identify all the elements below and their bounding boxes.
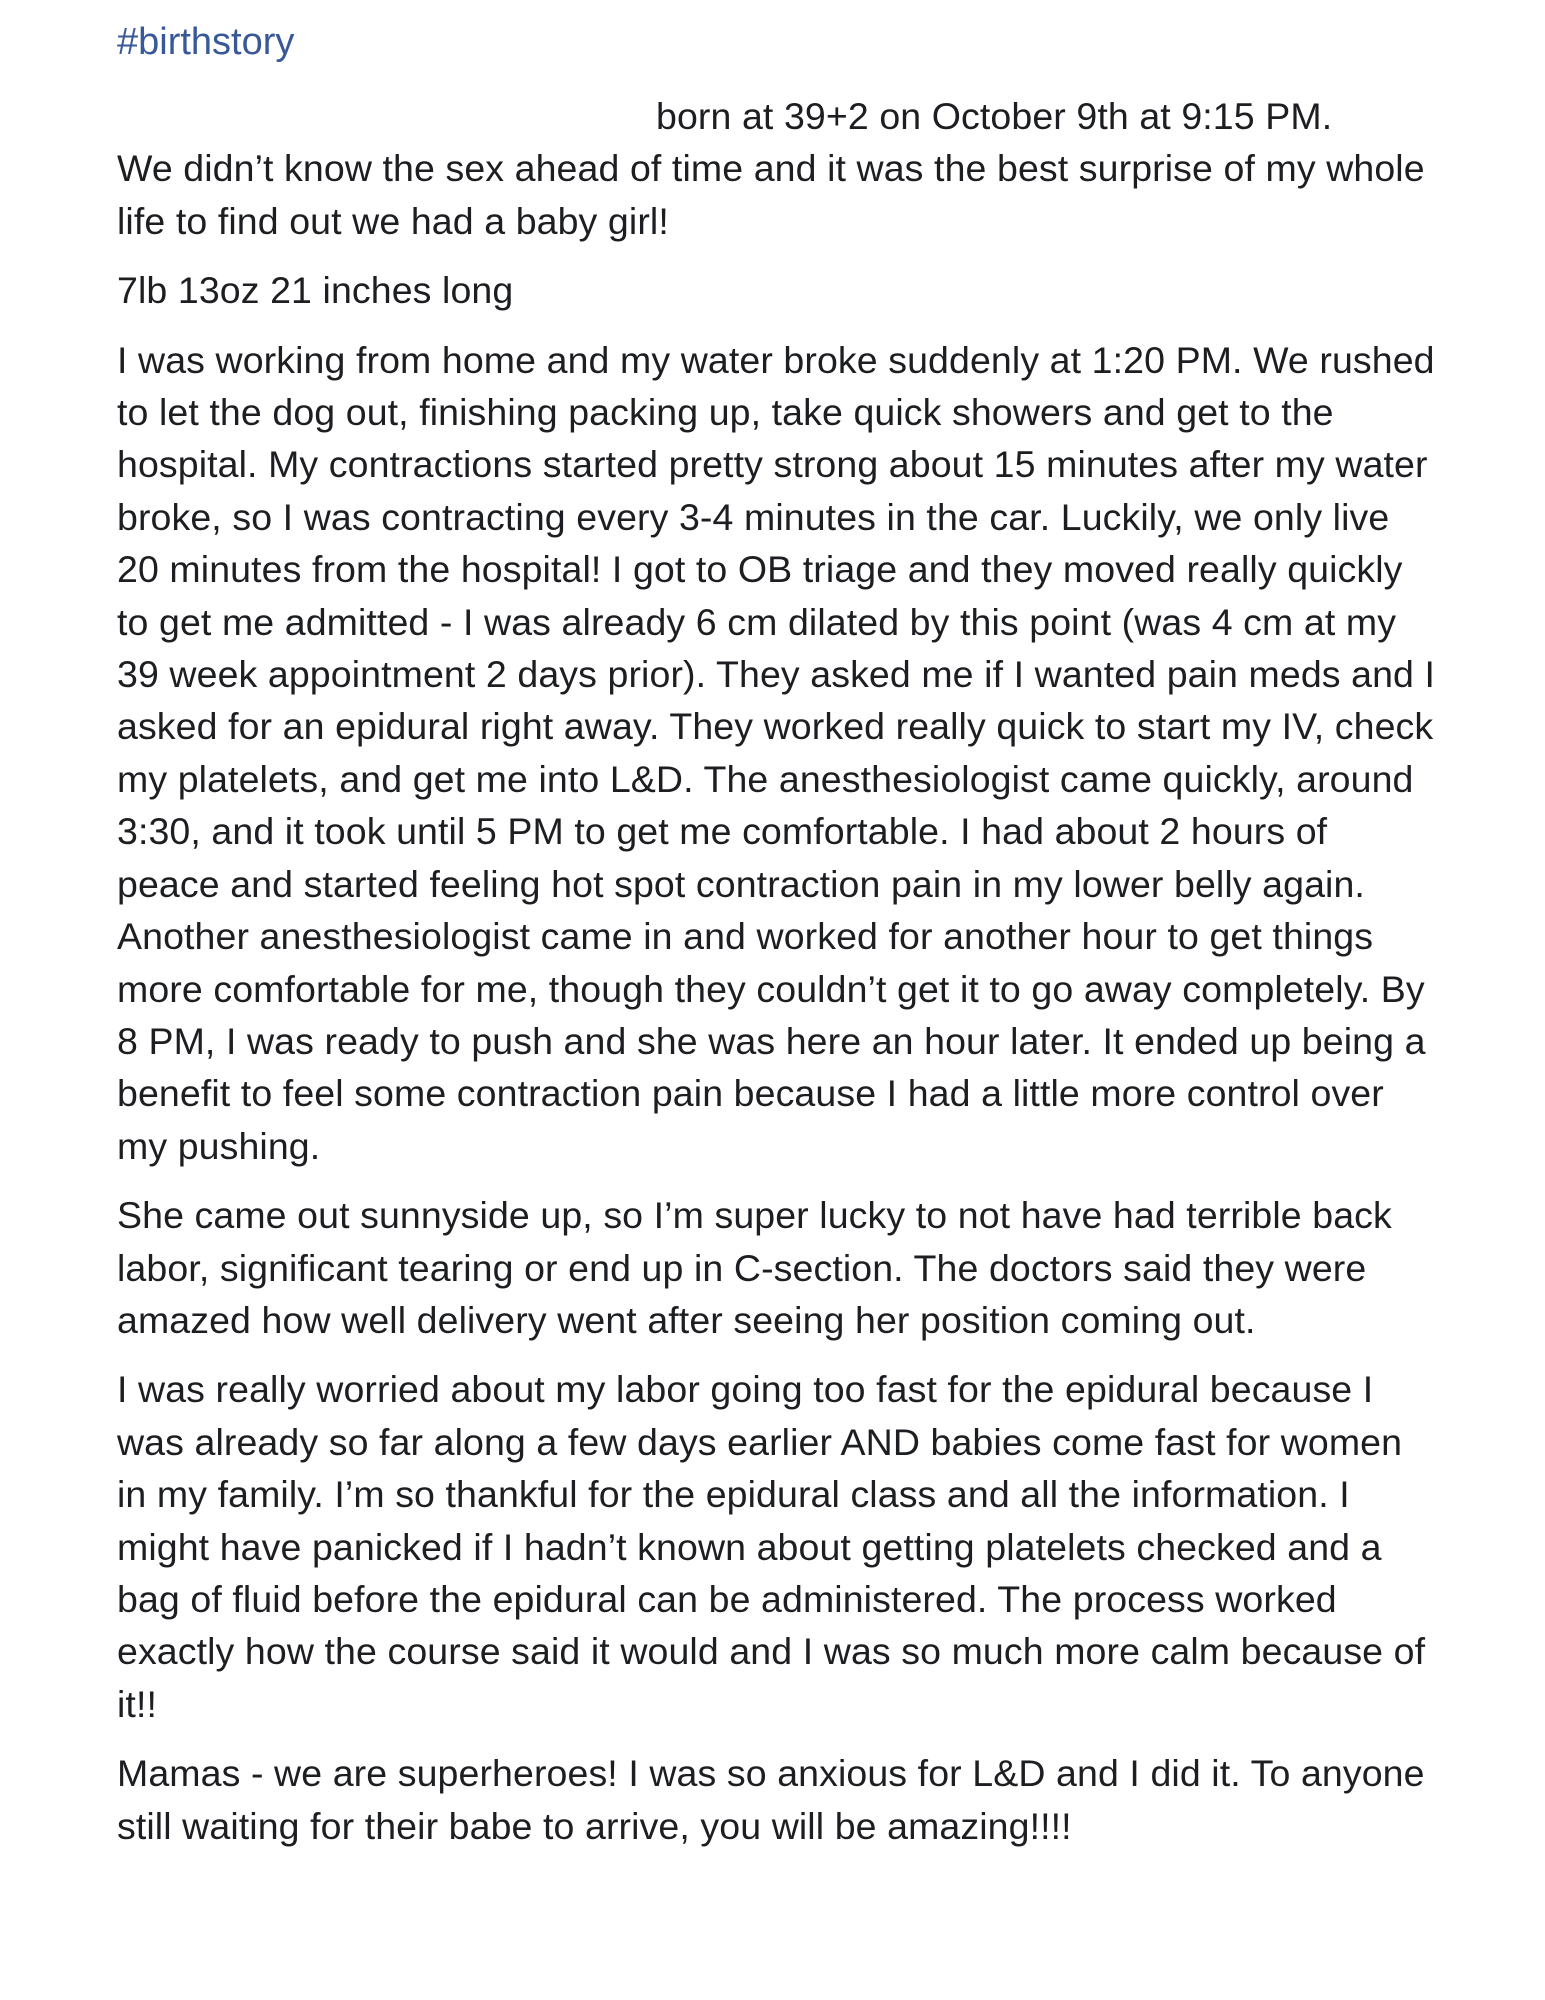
intro-paragraph bbox=[117, 90, 1437, 247]
delivery-paragraph: She came out sunnyside up, so I’m super lucky to not have had terrible back labor, significant tearing or end up in C-section. The doctors said they were amazed how well delivery went after seeing her position coming out. bbox=[117, 1194, 1392, 1341]
closing-paragraph: Mamas - we are superheroes! I was so anxious for L&D and I did it. To anyone still waiting for their babe to arrive, you will be amazing!!!! bbox=[117, 1752, 1425, 1847]
post-body bbox=[117, 18, 1437, 1869]
intro-surprise-text: We didn’t know the sex ahead of time and it was the best surprise of my whole life to find out we had a baby girl! bbox=[117, 147, 1425, 242]
hashtag-link[interactable]: #birthstory bbox=[117, 21, 295, 63]
bottom-fade bbox=[90, 1930, 1545, 2000]
epidural-paragraph: I was really worried about my labor going too fast for the epidural because I was already so far along a few days earlier AND babies come fast for women in my family. I’m so thankful for the epidural class and all the information. I might have panicked if I hadn’t known about getting platelets checked and a bag of fluid before the epidural can be administered. The process worked exactly how the course said it would and I was so much more calm because of it!! bbox=[117, 1368, 1426, 1725]
intro-first-line bbox=[117, 90, 1437, 142]
intro-birth-details: born at 39+2 on October 9th at 9:15 PM. bbox=[656, 95, 1333, 137]
baby-stats: 7lb 13oz 21 inches long bbox=[117, 269, 514, 312]
labor-paragraph: I was working from home and my water broke suddenly at 1:20 PM. We rushed to let the dog out, finishing packing up, take quick showers and get to the hospital. My contractions started pretty strong about 15 minutes after my water broke, so I was contracting every 3-4 minutes in the car. Luckily, we only live 20 minutes from the hospital! I got to OB triage and they moved really quickly to get me admitted - I was already 6 cm dilated by this point (was 4 cm at my 39 week appointment 2 days prior). They asked me if I wanted pain meds and I asked for an epidural right away. They worked really quick to start my IV, check my platelets, and get me into L&D. The anesthesiologist came quickly, around 3:30, and it took until 5 PM to get me comfortable. I had about 2 hours of peace and started feeling hot spot contraction pain in my lower belly again. Another anesthesiologist came in and worked for another hour to get things more comfortable for me, though they couldn’t get it to go away completely. By 8 PM, I was ready to push and she was here an hour later. It ended up being a benefit to feel some contraction pain because I had a little more control over my pushing. bbox=[117, 338, 1436, 1167]
